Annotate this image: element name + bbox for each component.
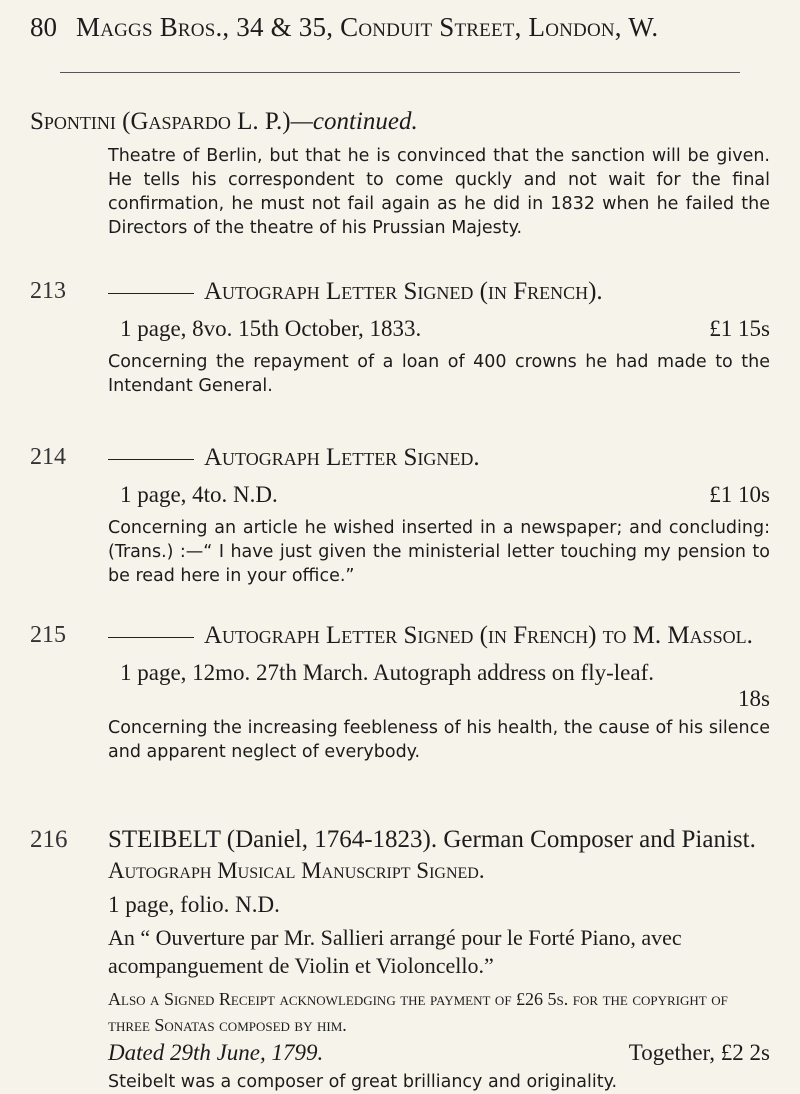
ditto-dash [108, 293, 194, 294]
lot-detail-line [30, 892, 770, 918]
header-rule [60, 72, 740, 73]
lot-description: Concerning an article he wished inserted in a newspaper; and concluding: (Trans.) :—“ I have just given the ministerial letter touching my pension to be read here in your office.” [108, 518, 770, 586]
lot-title: Autograph Letter Signed (in French) to M. Massol. [30, 622, 770, 650]
lot-number: 213 [30, 278, 66, 304]
lot-detail: 1 page, 8vo. 15th October, 1833. [120, 316, 422, 341]
lot-title: Autograph Letter Signed. [30, 444, 770, 472]
lot-detail: 1 page, 4to. N.D. [120, 482, 278, 507]
continued-text: Theatre of Berlin, but that he is convinced that the sanction will be given. He tells his correspondent to come quckly and not wait for the final confirmation, he must not fail again as he did in 1832 when he failed the Directors of the theatre of his Prussian Majesty. [108, 146, 770, 238]
lot-dated-line [30, 1040, 770, 1066]
lot-price: £1 15s [709, 316, 770, 341]
lot-215 [30, 622, 770, 764]
lot-213 [30, 278, 770, 398]
lot-detail: 1 page, 12mo. 27th March. Autograph address on fly-leaf. [120, 660, 654, 685]
lot-title: Autograph Letter Signed (in French). [30, 278, 770, 306]
publisher-title: Maggs Bros., 34 & 35, Conduit Street, London, W. [76, 12, 659, 42]
lot-number: 216 [30, 826, 68, 853]
continued-suffix: —continued. [290, 108, 418, 135]
lot-title: Autograph Musical Manuscript Signed. [108, 858, 485, 883]
lot-description: Concerning the repayment of a loan of 400 crowns he had made to the Intendant General. [108, 352, 770, 396]
lot-price: 18s [738, 686, 770, 711]
lot-detail-line [30, 660, 770, 712]
ditto-dash [108, 637, 194, 638]
lot-number: 215 [30, 622, 66, 648]
continued-heading [30, 108, 770, 136]
ditto-dash [108, 459, 194, 460]
lot-price: Together, £2 2s [628, 1040, 770, 1065]
lot-214 [30, 444, 770, 588]
page-number: 80 [30, 12, 57, 42]
continued-entry [30, 108, 770, 240]
lot-composer-heading: STEIBELT (Daniel, 1764-1823). German Composer and Pianist. [108, 826, 756, 853]
lot-number: 214 [30, 444, 66, 470]
lot-price: £1 10s [709, 482, 770, 507]
composer-name: Spontini (Gaspardo L. P.) [30, 108, 291, 135]
lot-detail-line [30, 316, 770, 342]
lot-detail-line [30, 482, 770, 508]
lot-216 [30, 826, 770, 1094]
lot-description: Steibelt was a composer of great brilliancy and originality. [108, 1072, 618, 1092]
lot-quote: An “ Ouverture par Mr. Sallieri arrangé pour le Forté Piano, avec acompanguement de Violin et Violoncello.” [108, 925, 682, 978]
page-header [30, 12, 770, 43]
lot-detail: 1 page, folio. N.D. [108, 892, 280, 917]
lot-also: Also a Signed Receipt acknowledging the payment of £26 5s. for the copyright of three Sonatas composed by him. [108, 989, 728, 1035]
lot-dated: Dated 29th June, 1799. [108, 1040, 324, 1065]
lot-description: Concerning the increasing feebleness of his health, the cause of his silence and apparent neglect of everybody. [108, 718, 770, 762]
